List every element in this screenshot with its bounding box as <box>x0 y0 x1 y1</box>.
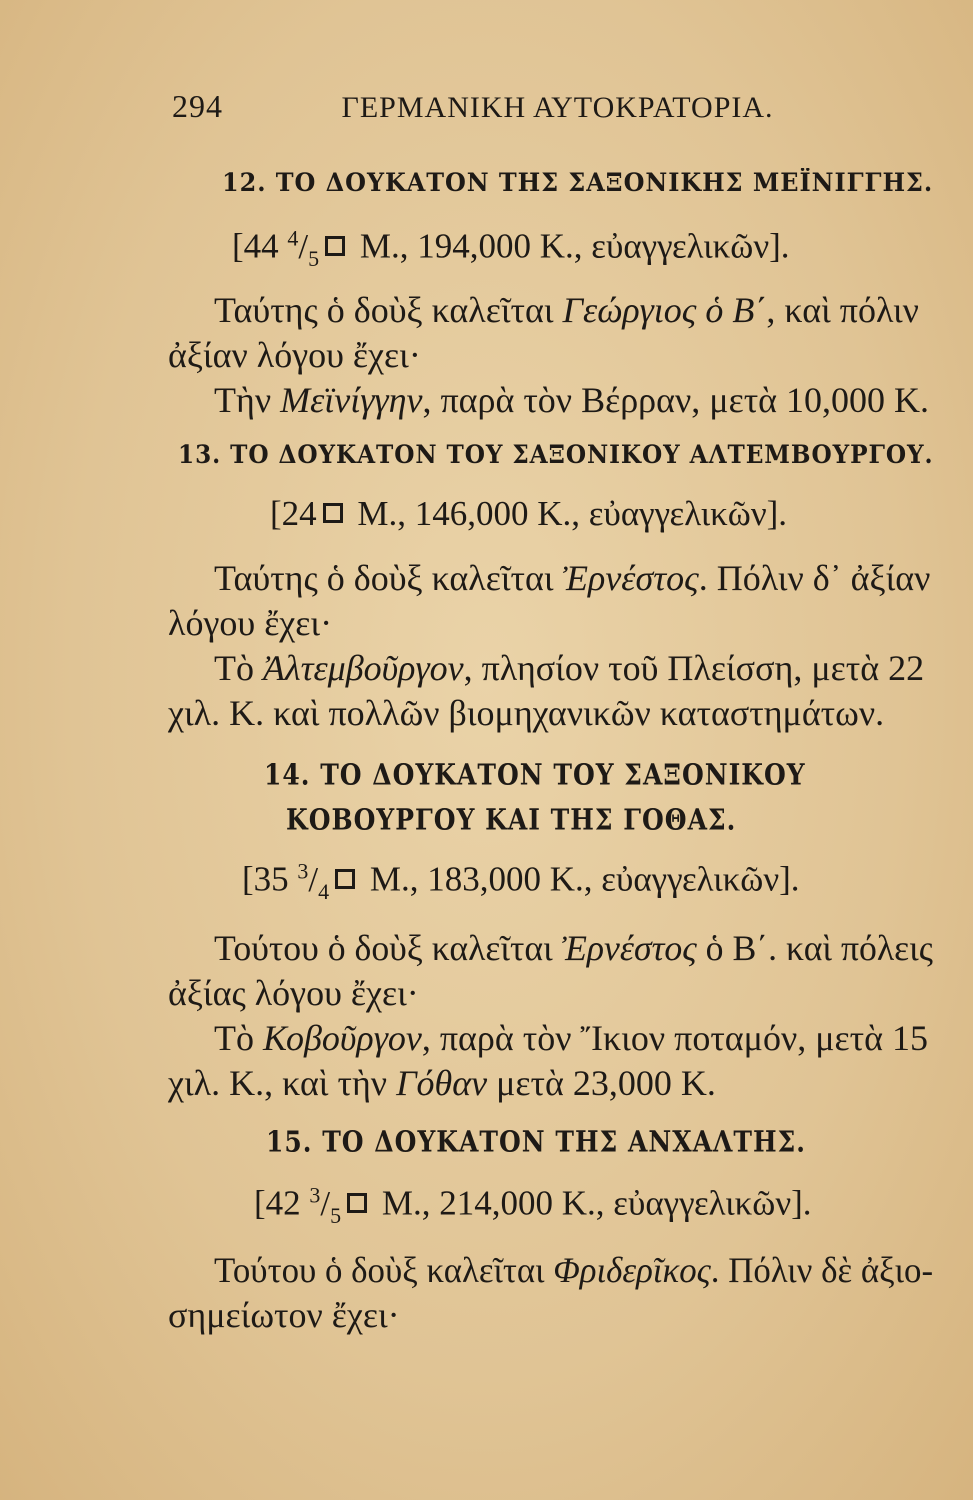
stats-area-fraction: $^4/_5$ <box>287 225 320 271</box>
text-line: λόγου ἔχει· <box>168 603 333 643</box>
text-line: Τὸ Ἀλτεμβοῦργον, πλησίον τοῦ Πλείσση, μετὰ 22 <box>214 648 925 688</box>
text-line: Τὴν Μεϊνίγγην, παρὰ τὸν Βέρραν, μετὰ 10,000 Κ. <box>214 380 930 420</box>
section-stats <box>232 225 790 272</box>
text-line: Τὸ Κοβοῦργον, παρὰ τὸν Ἴκιον ποταμόν, μετὰ 15 <box>214 1018 928 1058</box>
section-stats <box>270 494 787 534</box>
section-heading: 14. ΤΟ ΔΟΥΚΑΤΟΝ ΤΟΥ ΣΑΞΟΝΙΚΟΥ <box>264 758 806 792</box>
stats-rest: Μ., 194,000 Κ., εὐαγγελικῶν]. <box>359 226 790 266</box>
running-header <box>172 88 774 125</box>
text-line: Τούτου ὁ δοὺξ καλεῖται Ἐρνέστος ὁ Β΄. καὶ πόλεις <box>214 928 933 968</box>
stats-area-fraction: $^3/_5$ <box>309 1182 342 1228</box>
running-title: ΓΕΡΜΑΝΙΚΗ ΑΥΤΟΚΡΑΤΟΡΙΑ. <box>341 91 774 124</box>
square-symbol-icon <box>323 503 343 523</box>
stats-area-whole: [44 <box>232 226 279 266</box>
square-symbol-icon <box>335 869 355 889</box>
section-stats <box>242 858 800 905</box>
square-symbol-icon <box>347 1193 367 1213</box>
stats-area-whole: [24 <box>270 494 317 533</box>
text-line: ἀξίας λόγου ἔχει· <box>168 973 419 1013</box>
text-line: Ταύτης ὁ δοὺξ καλεῖται Ἐρνέστος. Πόλιν δ᾽ ἀξίαν <box>214 558 931 598</box>
stats-rest: Μ., 183,000 Κ., εὐαγγελικῶν]. <box>369 859 800 899</box>
section-heading: 15. ΤΟ ΔΟΥΚΑΤΟΝ ΤΗΣ ΑΝΧΑΛΤΗΣ. <box>266 1125 807 1159</box>
section-heading: 12. ΤΟ ΔΟΥΚΑΤΟΝ ΤΗΣ ΣΑΞΟΝΙΚΗΣ ΜΕΪΝΙΓΓΗΣ. <box>222 168 934 197</box>
stats-rest: Μ., 214,000 Κ., εὐαγγελικῶν]. <box>381 1183 812 1223</box>
section-heading-continued: ΚΟΒΟΥΡΓΟΥ ΚΑΙ ΤΗΣ ΓΟΘΑΣ. <box>286 803 737 837</box>
text-line: σημείωτον ἔχει· <box>168 1295 400 1335</box>
page-number: 294 <box>172 88 223 124</box>
section-stats <box>254 1182 812 1229</box>
text-line: χιλ. Κ., καὶ τὴν Γόθαν μετὰ 23,000 Κ. <box>168 1063 716 1103</box>
section-heading: 13. ΤΟ ΔΟΥΚΑΤΟΝ ΤΟΥ ΣΑΞΟΝΙΚΟΥ ΑΛΤΕΜΒΟΥΡΓΟΥ. <box>178 440 934 469</box>
text-line: Τούτου ὁ δοὺξ καλεῖται Φριδερῖκος. Πόλιν δὲ ἀξιο- <box>214 1250 934 1290</box>
stats-area-whole: [42 <box>254 1183 301 1223</box>
text-line: ἀξίαν λόγου ἔχει· <box>168 335 421 375</box>
text-line: Ταύτης ὁ δοὺξ καλεῖται Γεώργιος ὁ Β΄, καὶ πόλιν <box>214 290 919 330</box>
stats-area-fraction: $^3/_4$ <box>297 858 330 904</box>
square-symbol-icon <box>325 236 345 256</box>
stats-area-whole: [35 <box>242 859 289 899</box>
stats-rest: Μ., 146,000 Κ., εὐαγγελικῶν]. <box>357 494 788 533</box>
text-line: χιλ. Κ. καὶ πολλῶν βιομηχανικῶν καταστημάτων. <box>168 693 885 733</box>
